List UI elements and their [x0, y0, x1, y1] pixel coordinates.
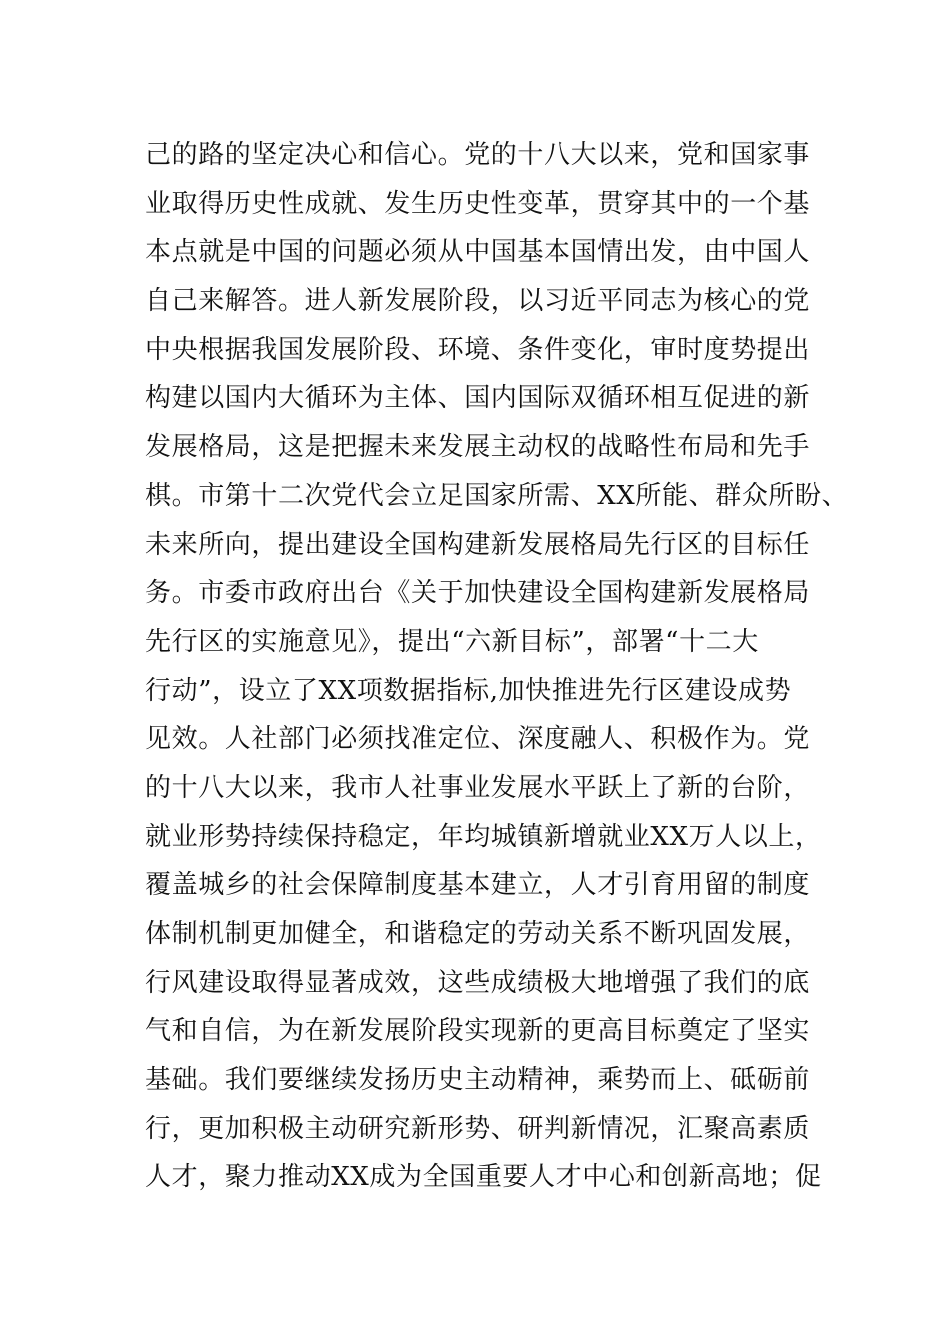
text-line: 发展格局，这是把握未来发展主动权的战略性布局和先手: [145, 432, 811, 463]
text-line: 行风建设取得显著成效，这些成绩极大地增强了我们的底: [145, 967, 811, 998]
text-line: 见效。人社部门必须找准定位、深度融人、积极作为。党: [145, 724, 811, 755]
text-line: 的十八大以来，我市人社事业发展水平跃上了新的台阶，: [145, 772, 811, 803]
text-line: 先行区的实施意见》，提出“六新目标”，部署“十二大: [145, 626, 759, 657]
text-line: 业取得历史性成就、发生历史性变革，贯穿其中的一个基: [145, 188, 811, 219]
text-line: 未来所向，提出建设全国构建新发展格局先行区的目标任: [145, 529, 811, 560]
text-line: 行，更加积极主动研究新形势、研判新情况，汇聚高素质: [145, 1113, 811, 1144]
text-line: 行动”，设立了XX项数据指标,加快推进先行区建设成势: [145, 675, 792, 706]
text-line: 覆盖城乡的社会保障制度基本建立，人才引育用留的制度: [145, 870, 811, 901]
text-line: 体制机制更加健全，和谐稳定的劳动关系不断巩固发展，: [145, 919, 811, 949]
text-line: 人才，聚力推动XX成为全国重要人才中心和创新高地；促: [145, 1162, 822, 1193]
text-line: 中央根据我国发展阶段、环境、条件变化，审时度势提出: [145, 334, 811, 365]
text-line: 构建以国内大循环为主体、国内国际双循环相互促进的新: [145, 383, 811, 414]
text-line: 本点就是中国的问题必须从中国基本国情出发，由中国人: [145, 237, 811, 268]
text-line: 气和自信，为在新发展阶段实现新的更高目标奠定了坚实: [145, 1016, 811, 1047]
text-line: 就业形势持续保持稳定，年均城镇新增就业XX万人以上，: [145, 821, 822, 852]
body-text: [145, 131, 849, 1202]
text-line: 务。市委市政府出台《关于加快建设全国构建新发展格局: [145, 578, 811, 609]
text-line: 己的路的坚定决心和信心。党的十八大以来，党和国家事: [145, 140, 811, 170]
text-line: 基础。我们要继续发扬历史主动精神，乘势而上、砥砺前: [145, 1065, 811, 1096]
text-line: 自己来解答。进人新发展阶段，以习近平同志为核心的党: [145, 286, 811, 317]
text-line: 棋。市第十二次党代会立足国家所需、XX所能、群众所盼、: [145, 480, 849, 511]
